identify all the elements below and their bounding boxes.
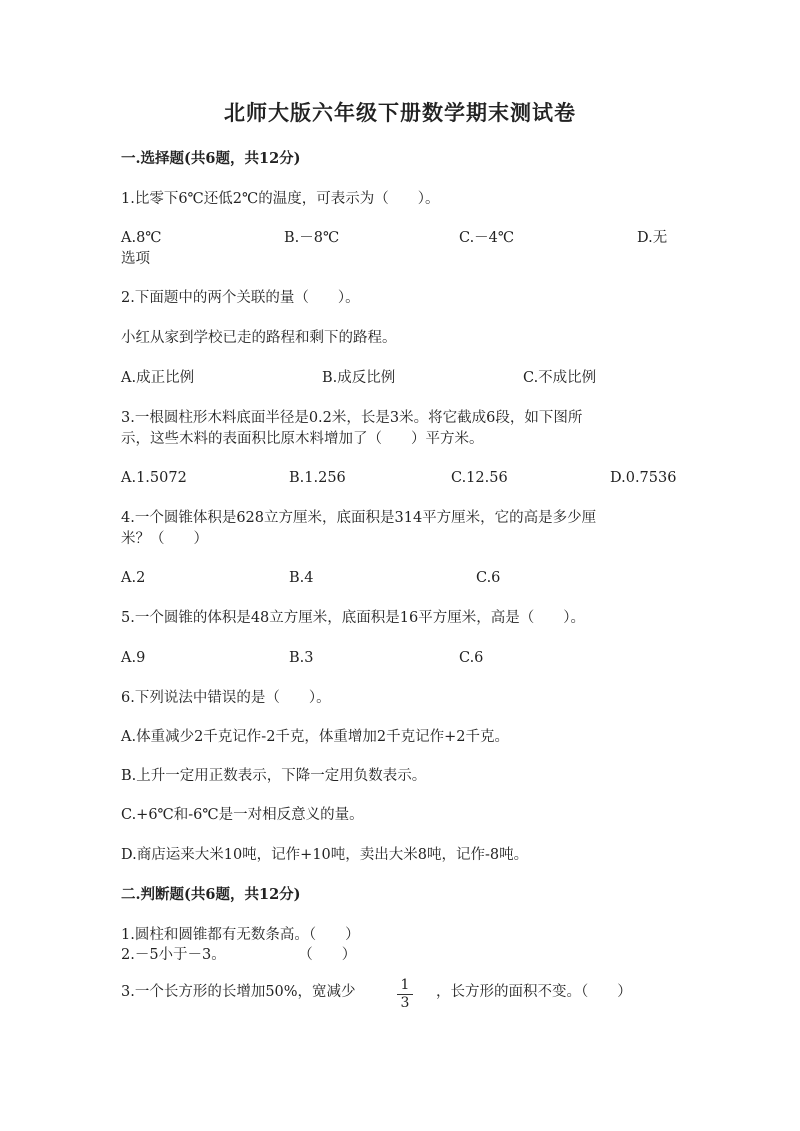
question-1-5: 5.一个圆锥的体积是48立方厘米，底面积是16平方厘米，高是（ ）。 <box>121 610 585 626</box>
page-title: 北师大版六年级下册数学期末测试卷 <box>224 100 576 125</box>
q1-1-option-c: C.－4℃ <box>459 230 515 246</box>
q1-6-option-d: D.商店运来大米10吨，记作+10吨，卖出大米8吨，记作-8吨。 <box>121 847 529 863</box>
q1-2-description: 小红从家到学校已走的路程和剩下的路程。 <box>121 330 397 346</box>
q1-2-option-c: C.不成比例 <box>523 370 597 386</box>
q1-4-option-b: B.4 <box>289 570 314 586</box>
section-1-heading: 一.选择题(共6题，共12分) <box>121 150 301 167</box>
q1-3-option-d: D.0.7536 <box>610 470 677 486</box>
q1-1-option-a: A.8℃ <box>121 230 162 246</box>
question-2-3-text: 3.一个长方形的长增加50%，宽减少 <box>121 984 356 1000</box>
question-1-4-line1: 4.一个圆锥体积是628立方厘米，底面积是314平方厘米，它的高是多少厘 <box>121 510 597 526</box>
question-1-4-line2: 米？（ ） <box>121 531 208 547</box>
q1-1-option-d-wrap: 选项 <box>121 251 150 267</box>
question-1-6: 6.下列说法中错误的是（ ）。 <box>121 690 331 706</box>
question-2-1: 1.圆柱和圆锥都有无数条高。（ ） <box>121 927 360 943</box>
fraction-numerator: 1 <box>400 977 410 993</box>
q1-3-option-a: A.1.5072 <box>121 470 187 486</box>
question-1-2: 2.下面题中的两个关联的量（ ）。 <box>121 290 360 306</box>
question-1-3-line1: 3.一根圆柱形木料底面半径是0.2米，长是3米。将它截成6段，如下图所 <box>121 410 583 426</box>
q1-4-option-c: C.6 <box>476 570 501 586</box>
q1-6-option-a: A.体重减少2千克记作-2千克，体重增加2千克记作+2千克。 <box>121 729 510 745</box>
q1-5-option-a: A.9 <box>121 650 146 666</box>
section-2-heading: 二.判断题(共6题，共12分) <box>121 886 301 903</box>
question-2-2: 2.－5小于－3。 （ ） <box>121 947 357 963</box>
q1-1-option-b: B.－8℃ <box>284 230 340 246</box>
q1-1-option-d: D.无 <box>637 230 668 246</box>
q1-3-option-c: C.12.56 <box>451 470 508 486</box>
q1-5-option-c: C.6 <box>459 650 484 666</box>
fraction-denominator: 3 <box>400 995 410 1011</box>
q1-5-option-b: B.3 <box>289 650 314 666</box>
fraction-one-third <box>394 978 416 1011</box>
q1-6-option-b: B.上升一定用正数表示，下降一定用负数表示。 <box>121 768 427 784</box>
question-1-3-line2: 示，这些木料的表面积比原木料增加了（ ）平方米。 <box>121 431 484 447</box>
question-1-1: 1.比零下6℃还低2℃的温度，可表示为（ ）。 <box>121 191 440 207</box>
question-2-3-tail: ，长方形的面积不变。（ ） <box>436 984 632 1000</box>
q1-4-option-a: A.2 <box>121 570 146 586</box>
q1-3-option-b: B.1.256 <box>289 470 346 486</box>
q1-2-option-b: B.成反比例 <box>322 370 396 386</box>
q1-6-option-c: C.+6℃和-6℃是一对相反意义的量。 <box>121 807 364 823</box>
q1-2-option-a: A.成正比例 <box>121 370 195 386</box>
